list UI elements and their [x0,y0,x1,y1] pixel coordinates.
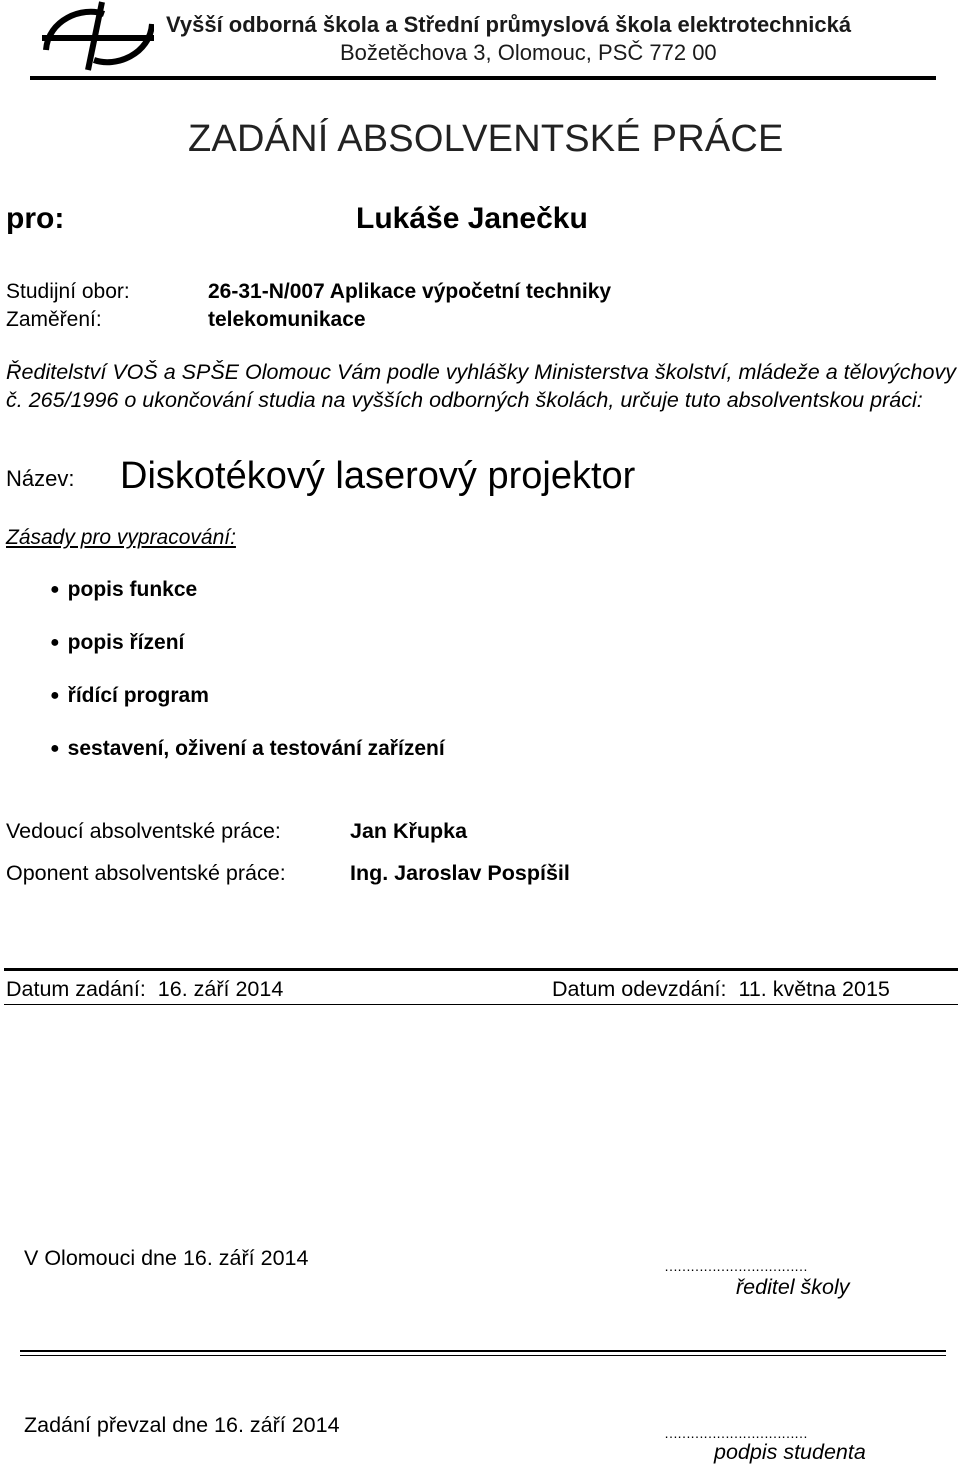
school-logo [42,0,154,74]
name-label: Název: [6,466,75,491]
document-title: ZADÁNÍ ABSOLVENTSKÉ PRÁCE [188,118,784,160]
due-date: Datum odevzdání: 11. května 2015 [552,977,890,1001]
intro-paragraph: Ředitelství VOŠ a SPŠE Olomouc Vám podle vyhlášky Ministerstva školství, mládeže a tělovýchovy č. 265/1996 o ukončování studia na vyšších odborných školách, určuje tuto absolventskou práci: [6,360,956,412]
field-value: 26-31-N/007 Aplikace výpočetní techniky [208,280,612,303]
school-address: Božetěchova 3, Olomouc, PSČ 772 00 [340,40,717,65]
opponent-value: Ing. Jaroslav Pospíšil [350,861,570,885]
bullet-icon: ● [50,687,60,704]
bullet-icon: ● [50,634,60,651]
focus-label: Zaměření: [6,308,102,331]
thesis-name: Diskotékový laserový projektor [120,455,636,497]
assigned-date: Datum zadání: 16. září 2014 [6,977,284,1001]
cutoff-rule-thin [20,1355,946,1356]
bullet-icon: ● [50,581,60,598]
place-date: V Olomouci dne 16. září 2014 [24,1246,309,1270]
student-signature-label: podpis studenta [714,1440,866,1464]
director-signature-line: …………………………… [664,1258,807,1274]
dates-top-rule [4,968,958,971]
student-name: Lukáše Janečku [356,202,588,235]
received-date: Zadání převzal dne 16. září 2014 [24,1413,340,1437]
cutoff-rule [20,1350,946,1352]
header-divider [30,76,936,80]
bullet-icon: ● [50,740,60,757]
student-signature-line: …………………………… [664,1425,807,1441]
opponent-label: Oponent absolventské práce: [6,861,286,885]
principle-item: ● popis řízení [50,631,185,654]
supervisor-label: Vedoucí absolventské práce: [6,819,281,843]
principle-item: ● řídící program [50,684,209,707]
principle-item: ● popis funkce [50,578,198,601]
supervisor-value: Jan Křupka [350,819,468,843]
school-name: Vyšší odborná škola a Střední průmyslová škola elektrotechnická [166,12,852,37]
pro-label: pro: [6,202,65,235]
principles-heading: Zásady pro vypracování: [6,526,236,549]
director-label: ředitel školy [736,1275,850,1299]
dates-bottom-rule [4,1004,958,1005]
principle-item: ● sestavení, oživení a testování zařízení [50,737,445,760]
field-label: Studijní obor: [6,280,130,303]
focus-value: telekomunikace [208,308,366,331]
